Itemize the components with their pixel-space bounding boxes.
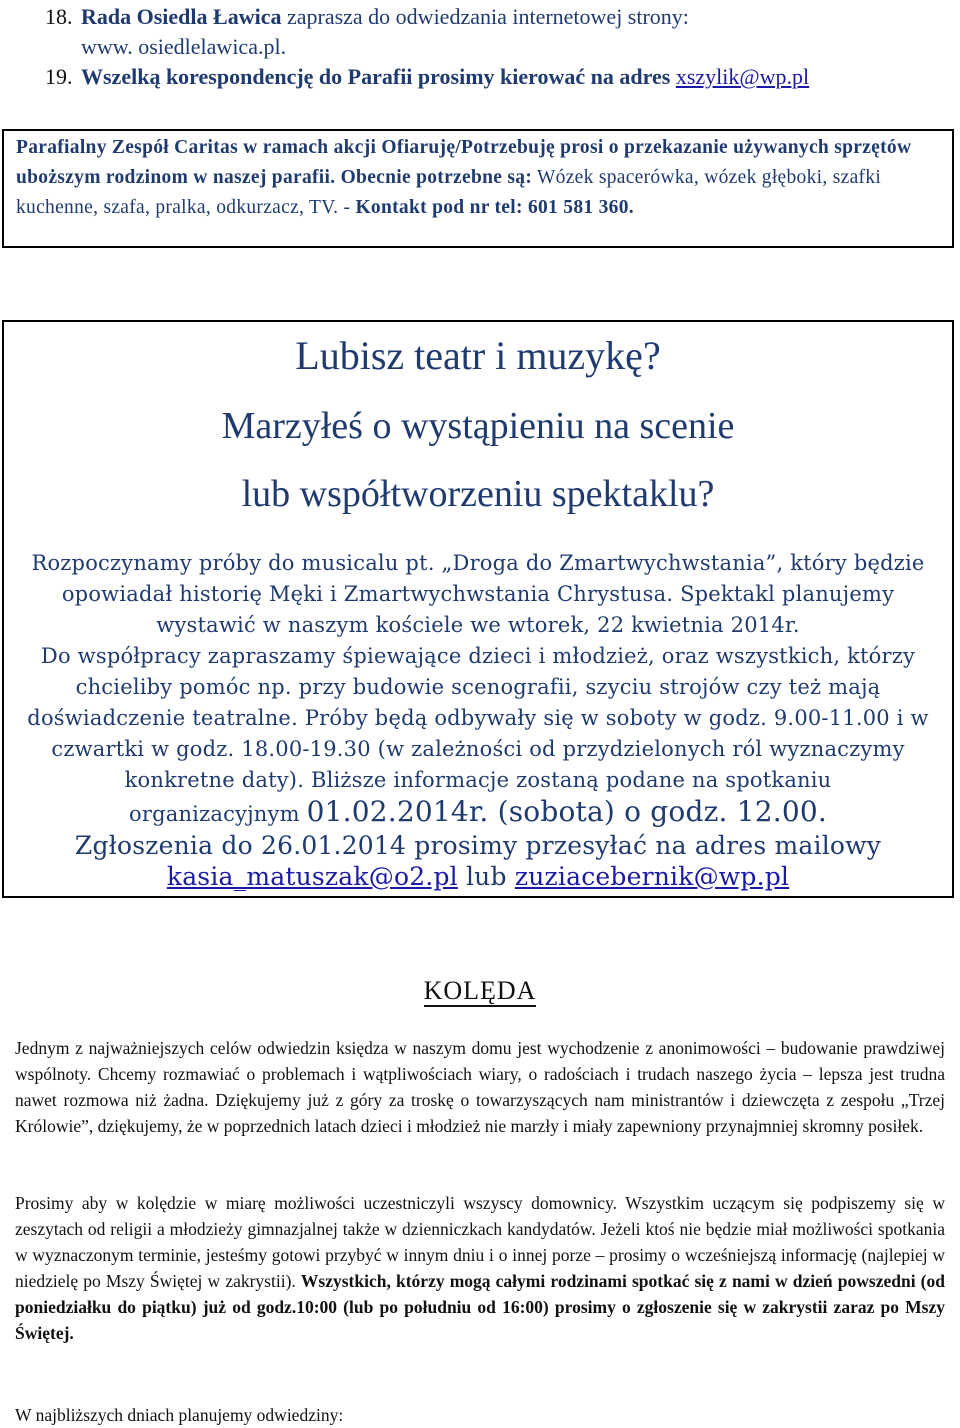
item-body: Wszelką korespondencję do Parafii prosimy kierować na adres [81, 64, 676, 89]
caritas-needed-label: Obecnie potrzebne są: [340, 167, 533, 188]
website-link[interactable]: www. osiedlelawica.pl. [81, 34, 287, 59]
list-item-19 [45, 62, 945, 92]
caritas-box [2, 129, 954, 248]
musical-question-3: lub współtworzeniu spektaklu? [241, 473, 715, 515]
announcement-list [45, 2, 945, 92]
org-name: Rada Osiedla Ławica [81, 4, 282, 29]
musical-paragraph-2: Do współpracy zapraszamy śpiewające dzieci i młodzież, oraz wszystkich, którzy chcieliby pomóc np. przy budowie scenografii, szyciu strojów czy też mają doświadczenie teatralne. Próby będą odbywały się w soboty w godz. 9.00-11.00 i w czwartki w godz. 18.00-19.30 (w zależności od przydzielonych ról wyznaczymy konkretne daty). Bliższe informacje zostaną podane na spotkaniu [27, 644, 929, 792]
musical-question-1: Lubisz teatr i muzykę? [295, 333, 661, 378]
list-item-18 [45, 2, 945, 62]
item-text [81, 2, 945, 62]
email-link[interactable]: xszylik@wp.pl [675, 64, 810, 89]
signup-text: Zgłoszenia do 26.01.2014 prosimy przesyłać na adres mailowy [74, 831, 882, 860]
contact-emails [22, 861, 934, 892]
meeting-date: 01.02.2014r. (sobota) o godz. 12.00. [306, 795, 827, 828]
or-text: lub [457, 862, 515, 891]
item-number: 19. [45, 64, 73, 89]
caritas-items: Wózek spacerówka, wózek głęboki, szafki kuchenne, szafa, pralka, odkurzacz, TV. - [16, 167, 882, 218]
email-link-2[interactable]: zuziacebernik@wp.pl [514, 862, 790, 891]
koleda-paragraph-1: Jednym z najważniejszych celów odwiedzin księdza w naszym domu jest wychodzenie z anonimowości – budowanie prawdziwej wspólnoty. Chcemy rozmawiać o problemach i wątpliwościach wiary, o radościach i trudach naszego życia – lepsza jest trudna nawet rozmowa niż żadna. Dziękujemy już z góry za troskę o towarzyszących nam ministrantów i dziewczęta z zespołu „Trzej Królowie”, dziękujemy, że w poprzednich latach dzieci i młodzież nie marzły i miały zapewniony przynajmniej skromny posiłek. [15, 1038, 945, 1136]
musical-paragraph-1: Rozpoczynamy próby do musicalu pt. „Droga do Zmartwychwstania”, który będzie opowiadał historię Męki i Zmartwychwstania Chrystusa. Spektakl planujemy wystawić w naszym kościele we wtorek, 22 kwietnia 2014r. [31, 551, 925, 637]
musical-question-2: Marzyłeś o wystąpieniu na scenie [221, 405, 735, 447]
item-body: zaprasza do odwiedzania internetowej strony: [281, 4, 689, 29]
item-number: 18. [45, 4, 73, 29]
koleda-paragraph-2-text: Prosimy aby w kolędzie w miarę możliwości uczestniczyli wszyscy domownicy. Wszystkim uczącym się podpiszemy się w zeszytach od religii a młodzieży gimnazjalnej także w dzienniczkach kandydatów. Jeżeli ktoś nie będzie miał możliwości spotkania w wyznaczonym terminie, jesteśmy gotowi przybyć w innym dniu i o innej porze – prosimy o wcześniejszą informację (najlepiej w niedzielę po Mszy Świętej w zakrystii). [15, 1193, 945, 1291]
koleda-title [0, 976, 960, 1006]
meeting-prefix: organizacyjnym [129, 802, 307, 826]
koleda-paragraph-2 [15, 1190, 945, 1346]
musical-box [2, 320, 954, 898]
koleda-title-text: KOLĘDA [423, 976, 537, 1005]
caritas-contact: Kontakt pod nr tel: 601 581 360. [355, 197, 634, 218]
musical-meeting [22, 796, 934, 830]
koleda-paragraph-3: W najbliższych dniach planujemy odwiedziny: [15, 1405, 344, 1425]
musical-body [22, 548, 934, 892]
email-link-1[interactable]: kasia_matuszak@o2.pl [166, 862, 458, 891]
item-text [81, 62, 945, 92]
caritas-intro: Parafialny Zespół Caritas w ramach akcji Ofiaruję/Potrzebuję prosi o przekazanie używanych sprzętów uboższym rodzinom w naszej parafii. [16, 137, 912, 188]
koleda-paragraph-2-bold: Wszystkich, którzy mogą całymi rodzinami spotkać się z nami w dzień powszedni (od poniedziałku do piątku) już od godz.10:00 (lub po południu od 16:00) prosimy o zgłoszenie się w zakrystii zaraz po Mszy Świętej. [15, 1271, 945, 1343]
